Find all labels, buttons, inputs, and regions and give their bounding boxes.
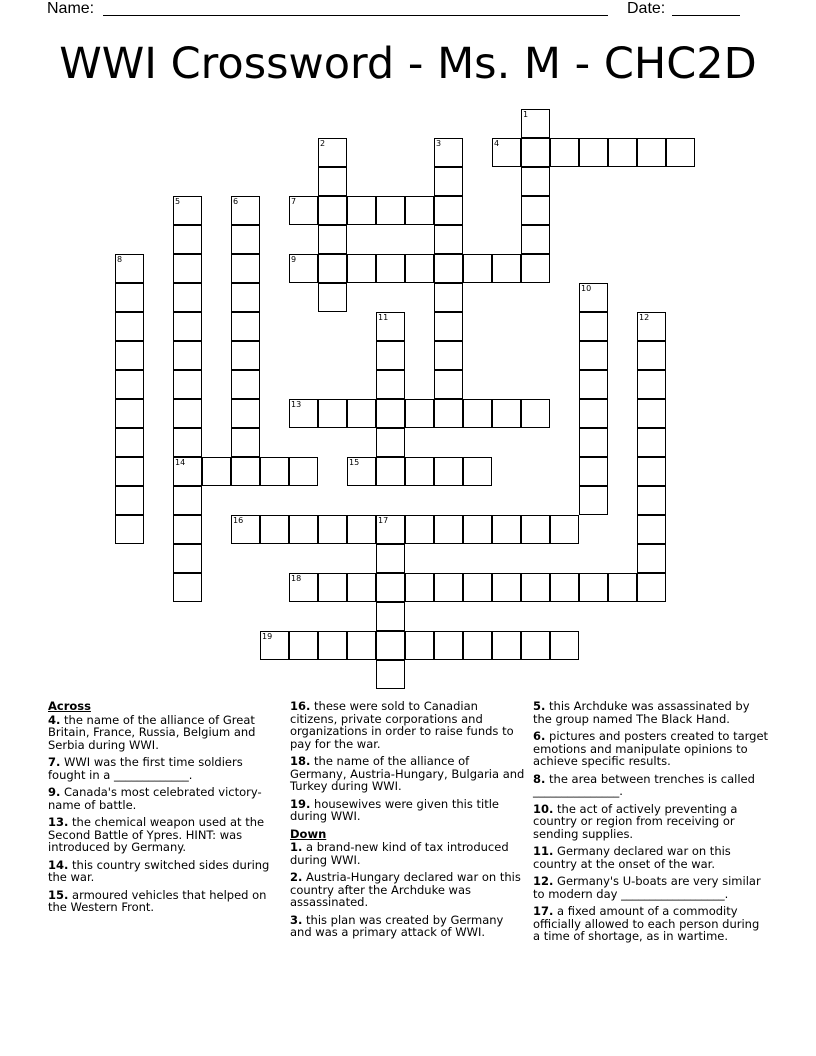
crossword-cell[interactable] xyxy=(521,254,550,283)
crossword-cell[interactable] xyxy=(434,196,463,225)
clue-text: Germany's U-boats are very similar to modern day __________________. xyxy=(533,874,761,901)
across-heading: Across xyxy=(48,699,91,713)
down-heading: Down xyxy=(290,826,327,841)
crossword-cell[interactable] xyxy=(434,312,463,341)
clue-item xyxy=(290,914,526,939)
crossword-cell[interactable] xyxy=(115,486,144,515)
crossword-cell[interactable] xyxy=(115,254,144,283)
crossword-cell[interactable] xyxy=(376,457,405,486)
clue-number-label: 17. xyxy=(533,904,554,918)
clue-number-label: 8. xyxy=(533,771,546,786)
clue-number: 14 xyxy=(175,458,186,467)
crossword-cell[interactable] xyxy=(463,631,492,660)
clue-item xyxy=(290,755,526,793)
clue-number: 16 xyxy=(233,516,244,525)
crossword-cell[interactable] xyxy=(173,457,202,486)
crossword-cell[interactable] xyxy=(231,370,260,399)
crossword-cell[interactable] xyxy=(405,573,434,602)
clue-text: this Archduke was assassinated by the group named The Black Hand. xyxy=(533,699,750,726)
clue-number: 8 xyxy=(117,255,123,264)
clue-item xyxy=(533,875,769,900)
crossword-cell[interactable] xyxy=(434,167,463,196)
clue-text: the area between trenches is called _______________. xyxy=(533,771,755,798)
crossword-cell[interactable] xyxy=(115,283,144,312)
crossword-cell[interactable] xyxy=(637,312,666,341)
crossword-cell[interactable] xyxy=(521,109,550,138)
crossword-cell[interactable] xyxy=(115,341,144,370)
crossword-cell[interactable] xyxy=(173,312,202,341)
crossword-cell[interactable] xyxy=(289,631,318,660)
crossword-cell[interactable] xyxy=(231,283,260,312)
clue-number-label: 6. xyxy=(533,729,546,743)
clue-number: 9 xyxy=(291,255,297,264)
crossword-cell[interactable] xyxy=(260,457,289,486)
clue-number-label: 15. xyxy=(48,887,69,902)
crossword-cell[interactable] xyxy=(405,399,434,428)
crossword-cell[interactable] xyxy=(173,283,202,312)
clue-item xyxy=(533,845,769,870)
crossword-cell[interactable] xyxy=(405,457,434,486)
clue-number-label: 5. xyxy=(533,699,546,713)
crossword-cell[interactable] xyxy=(579,457,608,486)
crossword-cell[interactable] xyxy=(434,225,463,254)
crossword-cell[interactable] xyxy=(579,486,608,515)
clue-item xyxy=(533,905,769,943)
clue-text: a brand-new kind of tax introduced during WWI. xyxy=(290,840,509,867)
crossword-cell[interactable] xyxy=(463,254,492,283)
crossword-cell[interactable] xyxy=(521,515,550,544)
crossword-cell[interactable] xyxy=(579,283,608,312)
crossword-cell[interactable] xyxy=(289,254,318,283)
crossword-cell[interactable] xyxy=(231,457,260,486)
clue-number: 7 xyxy=(291,197,297,206)
crossword-cell[interactable] xyxy=(173,428,202,457)
clue-item xyxy=(290,798,526,823)
clue-number: 11 xyxy=(378,313,389,322)
clue-item xyxy=(48,756,274,781)
clue-number-label: 14. xyxy=(48,857,69,872)
crossword-cell[interactable] xyxy=(173,370,202,399)
crossword-cell[interactable] xyxy=(637,399,666,428)
crossword-cell[interactable] xyxy=(579,573,608,602)
crossword-cell[interactable] xyxy=(115,399,144,428)
crossword-cell[interactable] xyxy=(173,225,202,254)
crossword-cell[interactable] xyxy=(318,138,347,167)
clues-column-3 xyxy=(533,700,769,948)
clue-number-label: 12. xyxy=(533,874,554,888)
crossword-cell[interactable] xyxy=(434,457,463,486)
clue-number-label: 4. xyxy=(48,712,61,727)
name-label: Name: xyxy=(47,0,95,17)
crossword-cell[interactable] xyxy=(173,544,202,573)
crossword-cell[interactable] xyxy=(376,515,405,544)
crossword-cell[interactable] xyxy=(492,631,521,660)
date-label: Date: xyxy=(627,0,666,17)
crossword-cell[interactable] xyxy=(318,631,347,660)
clue-text: armoured vehicles that helped on the Western Front. xyxy=(48,887,267,914)
crossword-cell[interactable] xyxy=(202,457,231,486)
crossword-cell[interactable] xyxy=(637,370,666,399)
crossword-cell[interactable] xyxy=(434,254,463,283)
crossword-cell[interactable] xyxy=(173,486,202,515)
crossword-cell[interactable] xyxy=(376,370,405,399)
crossword-cell[interactable] xyxy=(231,341,260,370)
crossword-cell[interactable] xyxy=(434,341,463,370)
clues-column-1 xyxy=(48,700,274,919)
crossword-cell[interactable] xyxy=(318,254,347,283)
crossword-cell[interactable] xyxy=(231,428,260,457)
clue-number: 12 xyxy=(639,313,650,322)
clue-text: WWI was the first time soldiers fought in a _____________. xyxy=(48,755,243,782)
crossword-cell[interactable] xyxy=(376,631,405,660)
clue-number: 6 xyxy=(233,197,239,206)
crossword-cell[interactable] xyxy=(434,138,463,167)
crossword-cell[interactable] xyxy=(463,573,492,602)
crossword-cell[interactable] xyxy=(173,515,202,544)
crossword-cell[interactable] xyxy=(434,283,463,312)
crossword-cell[interactable] xyxy=(637,341,666,370)
crossword-cell[interactable] xyxy=(550,573,579,602)
clue-number-label: 7. xyxy=(48,755,61,769)
clue-number: 19 xyxy=(262,632,273,641)
crossword-cell[interactable] xyxy=(115,515,144,544)
clue-item xyxy=(533,730,769,768)
crossword-cell[interactable] xyxy=(434,399,463,428)
crossword-cell[interactable] xyxy=(405,254,434,283)
crossword-cell[interactable] xyxy=(260,515,289,544)
clue-item xyxy=(48,859,274,884)
clue-number: 4 xyxy=(494,139,500,148)
crossword-cell[interactable] xyxy=(173,196,202,225)
clue-item xyxy=(48,889,274,914)
crossword-cell[interactable] xyxy=(289,573,318,602)
crossword-cell[interactable] xyxy=(463,515,492,544)
crossword-cell[interactable] xyxy=(405,196,434,225)
crossword-cell[interactable] xyxy=(579,370,608,399)
crossword-cell[interactable] xyxy=(376,341,405,370)
crossword-cell[interactable] xyxy=(637,138,666,167)
clue-item xyxy=(48,786,274,811)
crossword-cell[interactable] xyxy=(231,515,260,544)
clue-number-label: 11. xyxy=(533,844,554,858)
crossword-cell[interactable] xyxy=(347,573,376,602)
crossword-cell[interactable] xyxy=(550,138,579,167)
clue-number-label: 18. xyxy=(290,754,311,768)
crossword-cell[interactable] xyxy=(492,399,521,428)
clue-number: 5 xyxy=(175,197,181,206)
crossword-cell[interactable] xyxy=(289,196,318,225)
crossword-cell[interactable] xyxy=(376,399,405,428)
crossword-cell[interactable] xyxy=(231,399,260,428)
crossword-cell[interactable] xyxy=(231,254,260,283)
crossword-cell[interactable] xyxy=(376,544,405,573)
crossword-cell[interactable] xyxy=(637,515,666,544)
crossword-cell[interactable] xyxy=(463,457,492,486)
across-clue-list xyxy=(48,714,274,914)
crossword-cell[interactable] xyxy=(492,573,521,602)
clue-number-label: 16. xyxy=(290,699,311,713)
clue-text: Austria-Hungary declared war on this country after the Archduke was assassinated. xyxy=(290,870,521,909)
crossword-cell[interactable] xyxy=(318,515,347,544)
crossword-cell[interactable] xyxy=(318,196,347,225)
crossword-cell[interactable] xyxy=(637,544,666,573)
crossword-cell[interactable] xyxy=(347,515,376,544)
crossword-cell[interactable] xyxy=(521,138,550,167)
crossword-cell[interactable] xyxy=(405,515,434,544)
crossword-cell[interactable] xyxy=(492,138,521,167)
crossword-cell[interactable] xyxy=(347,254,376,283)
clue-item xyxy=(533,773,769,798)
crossword-cell[interactable] xyxy=(608,573,637,602)
clue-number-label: 2. xyxy=(290,870,303,884)
clue-text: the chemical weapon used at the Second Battle of Ypres. HINT: was introduced by Germany. xyxy=(48,815,265,854)
crossword-cell[interactable] xyxy=(347,196,376,225)
clue-number: 15 xyxy=(349,458,360,467)
crossword-cell[interactable] xyxy=(521,399,550,428)
clue-number-label: 3. xyxy=(290,912,303,927)
crossword-cell[interactable] xyxy=(434,573,463,602)
crossword-cell[interactable] xyxy=(318,167,347,196)
crossword-cell[interactable] xyxy=(463,399,492,428)
clue-number: 13 xyxy=(291,400,302,409)
down-clue-list xyxy=(290,841,526,939)
clue-item xyxy=(290,841,526,866)
clue-number-label: 1. xyxy=(290,840,303,854)
clue-number: 17 xyxy=(378,516,389,525)
crossword-cell[interactable] xyxy=(260,631,289,660)
crossword-cell[interactable] xyxy=(347,457,376,486)
clue-text: these were sold to Canadian citizens, private corporations and organizations in order to raise funds to pay for the war. xyxy=(290,699,514,751)
clue-text: housewives were given this title during WWI. xyxy=(290,796,499,823)
clue-text: a fixed amount of a commodity officially allowed to each person during a time of shortage, as in wartime. xyxy=(533,904,760,943)
crossword-cell[interactable] xyxy=(521,167,550,196)
clue-item xyxy=(48,816,274,854)
crossword-cell[interactable] xyxy=(376,602,405,631)
clue-text: this plan was created by Germany and was a primary attack of WWI. xyxy=(290,912,504,939)
crossword-cell[interactable] xyxy=(115,428,144,457)
clue-number-label: 9. xyxy=(48,785,61,799)
crossword-cell[interactable] xyxy=(115,370,144,399)
clue-number: 2 xyxy=(320,139,326,148)
crossword-cell[interactable] xyxy=(434,370,463,399)
crossword-cell[interactable] xyxy=(318,225,347,254)
clue-number: 18 xyxy=(291,574,302,583)
crossword-cell[interactable] xyxy=(289,515,318,544)
crossword-cell[interactable] xyxy=(521,196,550,225)
crossword-cell[interactable] xyxy=(579,138,608,167)
crossword-cell[interactable] xyxy=(173,254,202,283)
clue-text: Germany declared war on this country at the onset of the war. xyxy=(533,844,731,871)
crossword-cell[interactable] xyxy=(376,196,405,225)
clue-text: the name of the alliance of Great Britain, France, Russia, Belgium and Serbia during WWI. xyxy=(48,712,256,752)
crossword-cell[interactable] xyxy=(579,312,608,341)
crossword-cell[interactable] xyxy=(550,515,579,544)
crossword-cell[interactable] xyxy=(289,399,318,428)
page-title: WWI Crossword - Ms. M - CHC2D xyxy=(59,39,757,89)
crossword-cell[interactable] xyxy=(579,399,608,428)
crossword-cell[interactable] xyxy=(434,515,463,544)
crossword-cell[interactable] xyxy=(376,312,405,341)
crossword-cell[interactable] xyxy=(579,341,608,370)
crossword-cell[interactable] xyxy=(115,312,144,341)
down-clue-list-continued xyxy=(533,700,769,943)
crossword-cell[interactable] xyxy=(231,225,260,254)
crossword-cell[interactable] xyxy=(637,486,666,515)
crossword-cell[interactable] xyxy=(115,457,144,486)
clue-number-label: 13. xyxy=(48,815,69,829)
clue-text: this country switched sides during the war. xyxy=(48,857,270,884)
crossword-cell[interactable] xyxy=(231,312,260,341)
crossword-cell[interactable] xyxy=(173,573,202,602)
clue-item xyxy=(533,700,769,725)
clue-number: 10 xyxy=(581,284,592,293)
crossword-cell[interactable] xyxy=(376,428,405,457)
crossword-cell[interactable] xyxy=(347,631,376,660)
crossword-cell[interactable] xyxy=(492,254,521,283)
crossword-cell[interactable] xyxy=(231,196,260,225)
clue-number-label: 10. xyxy=(533,801,554,816)
clue-item xyxy=(533,803,769,841)
clue-text: pictures and posters created to target emotions and manipulate opinions to achieve specific results. xyxy=(533,729,769,768)
clue-item xyxy=(290,871,526,909)
across-clue-list-continued xyxy=(290,700,526,823)
crossword-cell[interactable] xyxy=(550,631,579,660)
crossword-cell[interactable] xyxy=(608,138,637,167)
crossword-cell[interactable] xyxy=(434,631,463,660)
crossword-cell[interactable] xyxy=(637,573,666,602)
crossword-cell[interactable] xyxy=(318,283,347,312)
clue-number: 3 xyxy=(436,139,442,148)
clue-text: Canada's most celebrated victory-name of battle. xyxy=(48,785,262,812)
crossword-cell[interactable] xyxy=(405,631,434,660)
clue-number: 1 xyxy=(523,110,529,119)
crossword-cell[interactable] xyxy=(376,254,405,283)
crossword-cell[interactable] xyxy=(521,225,550,254)
crossword-cell[interactable] xyxy=(347,399,376,428)
clue-text: the act of actively preventing a country or region from receiving or sending supplies. xyxy=(533,801,738,841)
clue-item xyxy=(48,714,274,752)
crossword-cell[interactable] xyxy=(376,660,405,689)
crossword-cell[interactable] xyxy=(492,515,521,544)
clue-text: the name of the alliance of Germany, Austria-Hungary, Bulgaria and Turkey during WWI. xyxy=(290,754,525,793)
crossword-cell[interactable] xyxy=(579,428,608,457)
crossword-cell[interactable] xyxy=(318,399,347,428)
crossword-cell[interactable] xyxy=(318,573,347,602)
crossword-cell[interactable] xyxy=(637,428,666,457)
crossword-cell[interactable] xyxy=(376,573,405,602)
crossword-cell[interactable] xyxy=(173,341,202,370)
clues-column-2 xyxy=(290,700,526,944)
clue-number-label: 19. xyxy=(290,796,311,811)
crossword-cell[interactable] xyxy=(289,457,318,486)
clue-item xyxy=(290,700,526,750)
crossword-cell[interactable] xyxy=(666,138,695,167)
crossword-cell[interactable] xyxy=(521,631,550,660)
crossword-cell[interactable] xyxy=(173,399,202,428)
crossword-cell[interactable] xyxy=(521,573,550,602)
crossword-cell[interactable] xyxy=(637,457,666,486)
